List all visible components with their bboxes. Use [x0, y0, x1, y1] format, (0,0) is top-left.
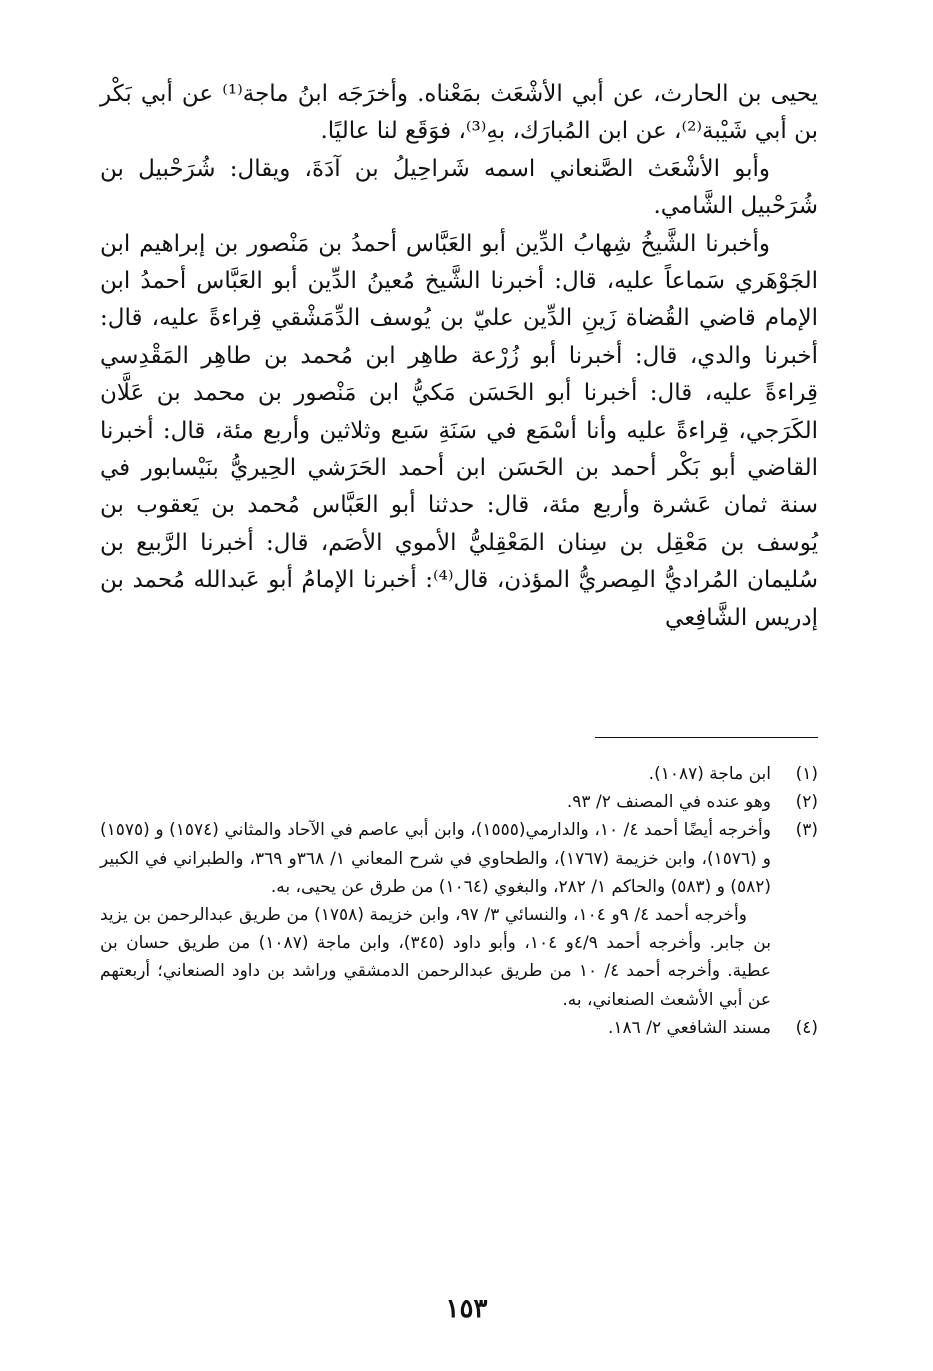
main-paragraph-1: يحيى بن الحارث، عن أبي الأشْعَث بمَعْناه. وأخرَجَه ابنُ ماجة⁽¹⁾ عن أبي بَكْر بن أبي شَيْبة⁽²⁾، عن ابن المُبارَك، بهِ⁽³⁾، فوَقَع لنا عاليًا. [100, 81, 818, 145]
footnote-text: وهو عنده في المصنف ٢/ ٩٣. [566, 792, 771, 813]
footnote-number: (٢) [795, 792, 818, 813]
footnote-number: (١) [795, 764, 818, 784]
footnote-text: مسند الشافعي ٢/ ١٨٦. [608, 1017, 771, 1038]
footnote-2 [100, 788, 818, 816]
main-text [100, 76, 818, 637]
footnote-text: وأخرجه أحمد ٤/ ٩و ١٠٤، والنسائي ٣/ ٩٧، وابن خزيمة (١٧٥٨) من طريق عبدالرحمن بن يزيد بن جابر. وأخرجه أحمد ٤/٩و ١٠٤، وأبو داود (٣٤٥)، وابن ماجة (١٠٨٧) من طريق حسان بن عطية. وأخرجه أحمد ٤/ ١٠ من طريق عبدالرحمن الدمشقي وراشد بن داود الصنعاني؛ أربعتهم عن أبي الأشعث الصنعاني، به. [100, 905, 771, 1010]
page-number: ١٥٣ [445, 1294, 488, 1324]
main-paragraph-2: وأبو الأشْعَث الصَّنعاني اسمه شَراحِيلُ بن آدَةَ، ويقال: شُرَحْبيل بن شُرَحْبيل الشَّامي. [100, 155, 818, 220]
footnote-text: وأخرجه أيضًا أحمد ٤/ ١٠، والدارمي(١٥٥٥)، وابن أبي عاصم في الآحاد والمثاني (١٥٧٤) و (١٥٧٥) و (١٥٧٦)، وابن خزيمة (١٧٦٧)، والطحاوي في شرح المعاني ١/ ٣٦٨و ٣٦٩، والطبراني في الكبير (٥٨٢) و (٥٨٣) والحاكم ١/ ٢٨٢، والبغوي (١٠٦٤) من طرق عن يحيى، به. [100, 820, 771, 897]
main-paragraph-3: وأخبرنا الشَّيخُ شِهابُ الدِّين أبو العَبَّاس أحمدُ بن مَنْصور بن إبراهيم ابن الجَوْهَري سَماعاً عليه، قال: أخبرنا الشَّيخ مُعينُ الدِّين أبو العَبَّاس أحمدُ ابن الإمام قاضي القُضاة زَينِ الدِّين عليّ بن يُوسف الدِّمَشْقي قِراءةً عليه، قال: أخبرنا والدي، قال: أخبرنا أبو زُرْعة طاهِر ابن مُحمد بن طاهِر المَقْدِسي قِراءةً عليه، قال: أخبرنا أبو الحَسَن مَكيُّ ابن مَنْصور بن محمد بن عَلَّان الكَرَجي، قِراءةً عليه وأنا أسْمَع في سَنَةِ سَبع وثلاثين وأربع مئة، قال: أخبرنا القاضي أبو بَكْر أحمد بن الحَسَن ابن أحمد الحَرَشي الحِيريُّ بنَيْسابور في سنة ثمان عَشرة وأربع مئة، قال: حدثنا أبو العَبَّاس مُحمد بن يَعقوب بن يُوسف بن مَعْقِل بن سِنان المَعْقِليُّ الأموي الأصَم، قال: أخبرنا الرَّبيع بن سُليمان المُراديُّ المِصريُّ المؤذن، قال⁽⁴⁾: أخبرنا الإمامُ أبو عَبدالله مُحمد بن إدريس الشَّافِعي [100, 230, 819, 631]
footnote-number: (٤) [795, 1017, 818, 1038]
footnote-4 [100, 1014, 818, 1042]
footnote-1 [100, 760, 818, 788]
footnotes [100, 760, 818, 1042]
footnote-text: ابن ماجة (١٠٨٧). [648, 764, 771, 784]
footnote-number: (٣) [795, 820, 818, 841]
footnote-separator [595, 737, 818, 738]
footnote-3 [100, 816, 818, 1013]
